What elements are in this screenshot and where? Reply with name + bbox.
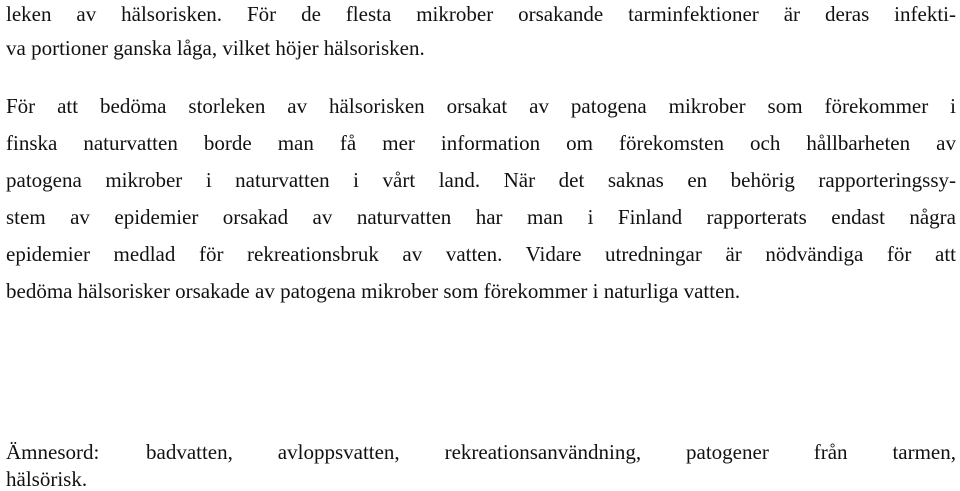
paragraph-2-line-4: stem av epidemier orsakad av naturvatten har man i Finland rapporterats endast några	[6, 205, 956, 229]
paragraph-2-line-5: epidemier medlad för rekreationsbruk av vatten. Vidare utredningar är nödvändiga för att	[6, 242, 956, 266]
keywords-terms-continued: hälsörisk.	[6, 467, 88, 491]
keywords-label: Ämnesord:	[6, 440, 100, 464]
keywords-row	[6, 440, 956, 464]
paragraph-2-line-3: patogena mikrober i naturvatten i vårt land. När det saknas en behörig rapporteringssy-	[6, 168, 956, 192]
keywords-terms: badvatten, avloppsvatten, rekreationsanvändning, patogener från tarmen,	[146, 440, 956, 464]
paragraph-2-line-2: finska naturvatten borde man få mer information om förekomsten och hållbarheten av	[6, 131, 956, 155]
paragraph-2-line-1: För att bedöma storleken av hälsorisken orsakat av patogena mikrober som förekommer i	[6, 94, 956, 118]
paragraph-1-line-2: va portioner ganska låga, vilket höjer hälsorisken.	[6, 36, 425, 60]
paragraph-1-line-1: leken av hälsorisken. För de flesta mikrober orsakande tarminfektioner är deras infekti-	[6, 2, 956, 26]
paragraph-2-line-6: bedöma hälsorisker orsakade av patogena mikrober som förekommer i naturliga vatten.	[6, 279, 741, 303]
